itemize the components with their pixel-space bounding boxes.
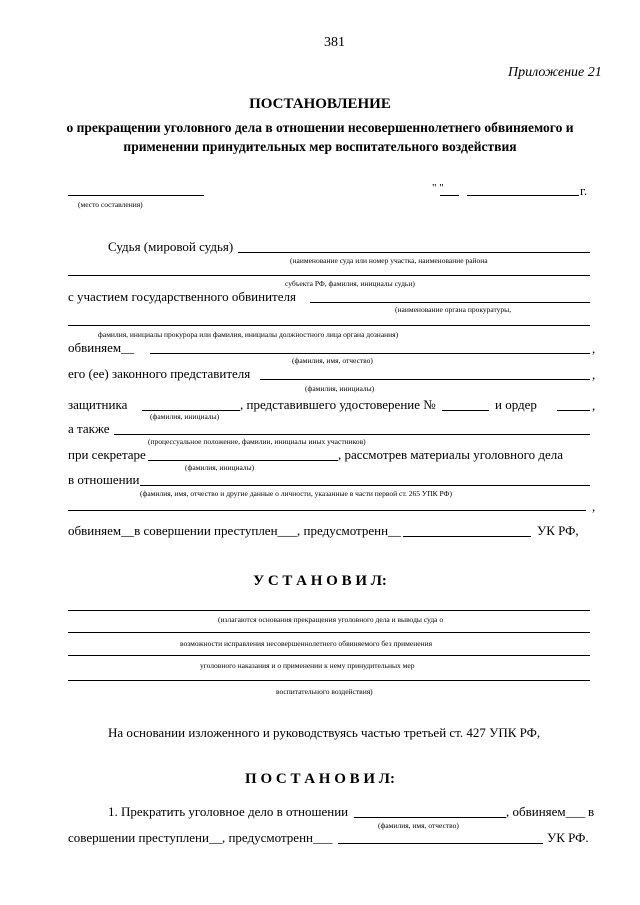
appendix-label: Приложение 21 (508, 65, 602, 80)
other-participants-field[interactable] (114, 434, 590, 435)
prosecutor-field[interactable] (310, 302, 590, 303)
regarding-label: в отношении (68, 472, 140, 487)
also-label: а также (68, 421, 110, 436)
date-month-field[interactable] (467, 195, 579, 196)
accused-caption: (фамилия, имя, отчество) (292, 356, 373, 365)
item1-in-label: в (588, 804, 595, 819)
established-line-4[interactable] (68, 680, 590, 681)
date-year-suffix: г. (580, 183, 588, 198)
judge-label: Судья (мировой судья) (108, 239, 234, 254)
prosecutor-label: с участием государственного обвинителя (68, 289, 296, 304)
representative-comma: , (592, 367, 596, 382)
other-participants-caption: (процессуальное положение, фамилии, инициалы иных участников) (148, 437, 366, 446)
basis-text: На основании изложенного и руководствуясь частью третьей ст. 427 УПК РФ, (108, 725, 541, 740)
secretary-caption: (фамилия, инициалы) (185, 463, 255, 472)
court-caption: (наименование суда или номер участка, наименование района (290, 256, 488, 265)
certificate-number-field[interactable] (442, 410, 489, 411)
established-heading: У С Т А Н О В И Л: (253, 573, 387, 589)
established-caption-2: возможности исправления несовершеннолетнего обвиняемого без применения (180, 639, 433, 648)
subject-caption: субъекта РФ, фамилия, инициалы судьи) (285, 279, 415, 288)
charge-text: обвиняем__в совершении преступлен___, предусмотренн__ (68, 523, 402, 538)
prosecutor-field-continued[interactable] (68, 325, 590, 326)
judge-field-continued[interactable] (68, 275, 590, 276)
secretary-label: при секретаре (68, 447, 146, 462)
defender-certificate-label: , представившего удостоверение № (240, 397, 436, 412)
uk-rf-label: УК РФ, (537, 523, 579, 538)
date-quotes: " " (432, 182, 444, 194)
item1-accused-field[interactable] (354, 817, 506, 818)
judge-field[interactable] (238, 252, 590, 253)
established-caption-3: уголовного наказания и о применении к нему принудительных мер (200, 661, 415, 670)
established-line-1[interactable] (68, 610, 590, 611)
document-subtitle-line2: применении принудительных мер воспитательного воздействия (123, 139, 517, 154)
regarding-field-continued[interactable] (68, 510, 586, 511)
regarding-comma: , (592, 499, 596, 514)
defender-caption: (фамилия, инициалы) (150, 412, 220, 421)
accused-field[interactable] (150, 353, 590, 354)
accused-comma: , (592, 341, 596, 356)
item1-accused-label: , обвиняем___ (506, 804, 586, 819)
document-title: ПОСТАНОВЛЕНИЕ (249, 96, 391, 112)
prosecutor-name-caption: фамилия, инициалы прокурора или фамилия, инициалы должностного лица органа дознания) (98, 330, 399, 339)
regarding-field[interactable] (140, 485, 590, 486)
representative-field[interactable] (260, 379, 590, 380)
decided-heading: П О С Т А Н О В И Л: (245, 771, 395, 787)
secretary-field[interactable] (148, 460, 338, 461)
defender-label: защитника (68, 397, 128, 412)
order-label: и ордер (495, 397, 537, 412)
item1-uk-rf-label: УК РФ. (547, 830, 589, 845)
defender-comma: , (592, 398, 596, 413)
place-caption: (место составления) (78, 200, 143, 209)
article-field[interactable] (403, 536, 531, 537)
item1-line2-text: совершении преступлени__, предусмотренн___ (68, 830, 333, 845)
order-number-field[interactable] (557, 410, 590, 411)
document-subtitle-line1: о прекращении уголовного дела в отношении несовершеннолетнего обвиняемого и (66, 120, 574, 135)
page-number: 381 (324, 35, 345, 50)
item1-text: 1. Прекратить уголовное дело в отношении (108, 804, 349, 819)
defender-name-field[interactable] (142, 410, 240, 411)
established-line-2[interactable] (68, 632, 590, 633)
secretary-tail: , рассмотрев материалы уголовного дела (338, 447, 564, 462)
established-caption-4: воспитательного воздействия) (276, 687, 373, 696)
established-caption-1: (излагаются основания прекращения уголовного дела и выводы суда о (218, 615, 444, 624)
representative-caption: (фамилия, инициалы) (305, 384, 375, 393)
accused-label: обвиняем__ (68, 340, 135, 355)
identity-caption: (фамилия, имя, отчество и другие данные о личности, указанные в части первой ст. 265 УПК РФ) (140, 489, 452, 498)
item1-caption: (фамилия, имя, отчество) (378, 821, 459, 830)
prosecutor-org-caption: (наименование органа прокуратуры, (395, 305, 512, 314)
representative-label: его (ее) законного представителя (68, 366, 251, 381)
established-line-3[interactable] (68, 655, 590, 656)
item1-article-field[interactable] (338, 843, 543, 844)
place-field[interactable] (68, 195, 204, 196)
date-day-field[interactable] (440, 195, 459, 196)
